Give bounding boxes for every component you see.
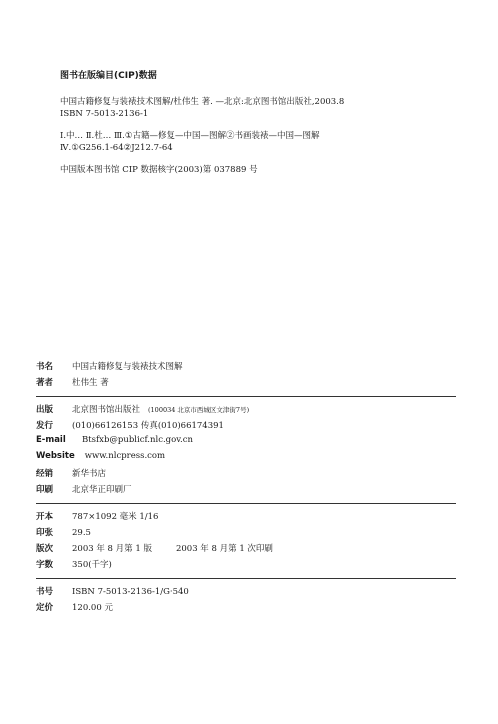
- edition: 2003 年 8 月第 1 版: [72, 544, 152, 554]
- isbn-label: 书号: [36, 587, 54, 597]
- price-label: 定价: [36, 603, 54, 613]
- format-label: 开本: [36, 512, 54, 522]
- row-format: [36, 510, 456, 526]
- row-words: [36, 558, 456, 574]
- words-label: 字数: [36, 560, 54, 570]
- cip-line: Ⅳ.①G256.1-64②J212.7-64: [60, 143, 173, 153]
- cip-line: 中国古籍修复与装裱技术图解/杜伟生 著. —北京:北京图书馆出版社,2003.8: [60, 97, 345, 107]
- row-isbn: [36, 585, 456, 601]
- printing: 2003 年 8 月第 1 次印刷: [175, 544, 273, 554]
- cip-block: [60, 70, 480, 176]
- publisher: 北京图书馆出版社: [72, 405, 141, 415]
- cip-line: ISBN 7-5013-2136-1: [60, 109, 149, 119]
- website-label: Website: [36, 451, 75, 461]
- row-publisher: [36, 403, 456, 419]
- cip-line: Ⅰ.中… Ⅱ.杜… Ⅲ.①古籍—修复—中国—图解②书画装裱—中国—图解: [60, 131, 320, 141]
- row-book-title: [36, 360, 456, 376]
- row-price: [36, 601, 456, 617]
- cip-record: 中国版本图书馆 CIP 数据核字(2003)第 037889 号: [60, 165, 258, 175]
- publisher-label: 出版: [36, 405, 54, 415]
- colophon: [36, 360, 456, 617]
- author: 杜伟生 著: [72, 378, 109, 388]
- seller-label: 经销: [36, 469, 54, 479]
- row-email: [36, 435, 456, 451]
- row-seller: [36, 467, 456, 483]
- website: www.nlcpress.com: [84, 451, 166, 461]
- divider: [36, 503, 456, 504]
- row-edition: [36, 542, 456, 558]
- seller: 新华书店: [72, 469, 107, 479]
- author-label: 著者: [36, 378, 54, 388]
- words: 350(千字): [72, 560, 112, 570]
- distribution: (010)66126153 传真(010)66174391: [72, 421, 224, 431]
- divider: [36, 578, 456, 579]
- row-website: [36, 451, 456, 467]
- price: 120.00 元: [72, 603, 113, 613]
- publisher-address: (100034 北京市西城区文津街7号): [148, 406, 250, 414]
- sheets-label: 印张: [36, 528, 54, 538]
- printer: 北京华正印刷厂: [72, 485, 132, 495]
- isbn: ISBN 7-5013-2136-1/G·540: [72, 587, 189, 597]
- row-author: [36, 376, 456, 392]
- divider: [36, 396, 456, 397]
- cip-title: 图书在版编目(CIP)数据: [60, 71, 157, 81]
- format: 787×1092 毫米 1/16: [72, 512, 159, 522]
- sheets: 29.5: [72, 528, 91, 538]
- row-sheets: [36, 526, 456, 542]
- row-printer: [36, 483, 456, 499]
- book-title-label: 书名: [36, 362, 54, 372]
- row-distribution: [36, 419, 456, 435]
- distribution-label: 发行: [36, 421, 54, 431]
- email-label: E-mail: [36, 435, 66, 445]
- email: Btsfxb@publicf.nlc.gov.cn: [82, 435, 193, 445]
- edition-label: 版次: [36, 544, 54, 554]
- printer-label: 印刷: [36, 485, 54, 495]
- book-title: 中国古籍修复与装裱技术图解: [72, 362, 183, 372]
